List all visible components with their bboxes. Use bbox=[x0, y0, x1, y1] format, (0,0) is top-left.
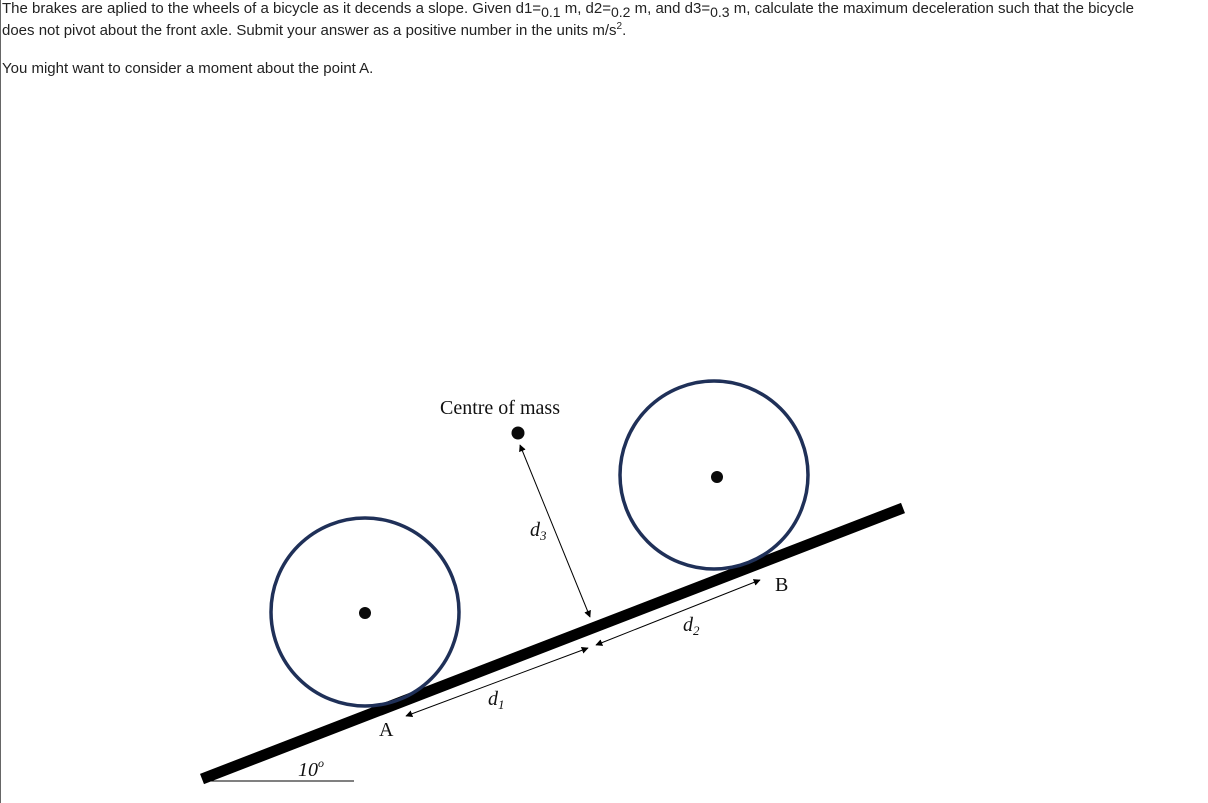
d3-value: 0.3 bbox=[710, 4, 730, 20]
point-b-label: B bbox=[775, 574, 789, 596]
front-axle bbox=[711, 471, 723, 483]
question-part-2: m, d2= bbox=[560, 0, 611, 17]
question-part-4: m, calculate the maximum deceleration such that the bicycle bbox=[729, 0, 1134, 17]
rear-axle bbox=[359, 607, 371, 619]
d1-value: 0.1 bbox=[541, 4, 561, 20]
d2-value: 0.2 bbox=[611, 4, 631, 20]
question-part-3: m, and d3= bbox=[630, 0, 711, 17]
point-a-label: A bbox=[379, 719, 394, 741]
d1-label: $d_1$ bbox=[488, 688, 505, 712]
question-part-1: The brakes are aplied to the wheels of a bicycle as it decends a slope. Given d1= bbox=[2, 0, 542, 17]
slope-ground bbox=[202, 508, 903, 779]
d2-label: $d_2$ bbox=[683, 614, 700, 638]
centre-of-mass-point bbox=[512, 427, 525, 440]
hint-text: You might want to consider a moment about the point A. bbox=[2, 60, 374, 77]
units-exponent: 2 bbox=[616, 21, 623, 32]
question-line-2-end: . bbox=[622, 22, 627, 39]
slope-angle-label: 10$^o$ bbox=[298, 756, 324, 781]
centre-of-mass-label: Centre of mass bbox=[440, 397, 560, 419]
question-line-2-text: does not pivot about the front axle. Submit your answer as a positive number in the units m/s bbox=[2, 22, 617, 39]
d3-label: $d_3$ bbox=[530, 519, 547, 543]
